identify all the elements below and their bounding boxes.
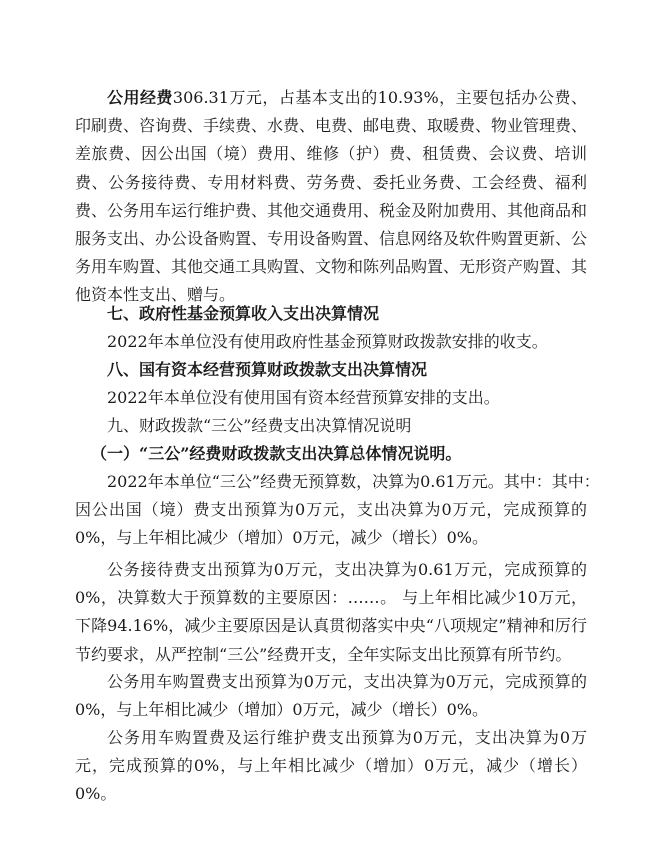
sub1-title: （一）“三公”经费财政拨款支出决算总体情况说明。 — [91, 444, 462, 463]
public-expenses-text: 306.31万元，占基本支出的10.93%，主要包括办公费、印刷费、咨询费、手续费、水费、电费、邮电费、取暖费、物业管理费、差旅费、因公出国（境）费用、维修（护）费、租赁费、会议费、培训费、公务接待费、专用材料费、劳务费、委托业务费、工会经费、福利费、公务用车运行维护费、其他交通费用、税金及附加费用、其他商品和服务支出、办公设备购置、专用设备购置、信息网络及软件购置更新、公务用车购置、其他交通工具购置、文物和陈列品购置、无形资产购置、其他资本性支出、赠与。 — [75, 88, 588, 305]
section7-title: 七、政府性基金预算收入支出决算情况 — [107, 304, 380, 323]
vehicle-total-paragraph: 公务用车购置费及运行维护费支出预算为0万元，支出决算为0万元，完成预算的0%，与上年相比减少（增加）0万元，减少（增长）0%。 — [75, 728, 587, 804]
sub1-line1: 2022年本单位“三公”经费无预算数，决算为0.61万元。其中：其中： — [107, 472, 600, 491]
section8-text: 2022年本单位没有使用国有资本经营预算安排的支出。 — [107, 388, 500, 407]
vehicle-purchase-paragraph: 公务用车购置费支出预算为0万元，支出决算为0万元，完成预算的0%，与上年相比减少（增加）0万元，减少（增长）0%。 — [75, 672, 587, 720]
section9-title: 九、财政拨款“三公”经费支出决算情况说明 — [107, 416, 412, 435]
section8-title: 八、国有资本经营预算财政拨款支出决算情况 — [107, 360, 428, 379]
public-expenses-paragraph — [75, 84, 587, 310]
sub1-text: 因公出国（境）费支出预算为0万元，支出决算为0万元，完成预算的0%，与上年相比减少（增加）0万元，减少（增长）0%。 — [75, 500, 587, 548]
section7-text: 2022年本单位没有使用政府性基金预算财政拨款安排的收支。 — [107, 332, 548, 351]
reception-paragraph: 公务接待费支出预算为0万元，支出决算为0.61万元，完成预算的0%，决算数大于预算数的主要原因：……。 与上年相比减少10万元，下降94.16%，减少主要原因是认真贯彻落实中央“八项规定”精神和厉行节约要求，从严控制“三公”经费开支，全年实际支出比预算有所节约。 — [75, 560, 587, 664]
public-expenses-label: 公用经费 — [107, 88, 173, 107]
